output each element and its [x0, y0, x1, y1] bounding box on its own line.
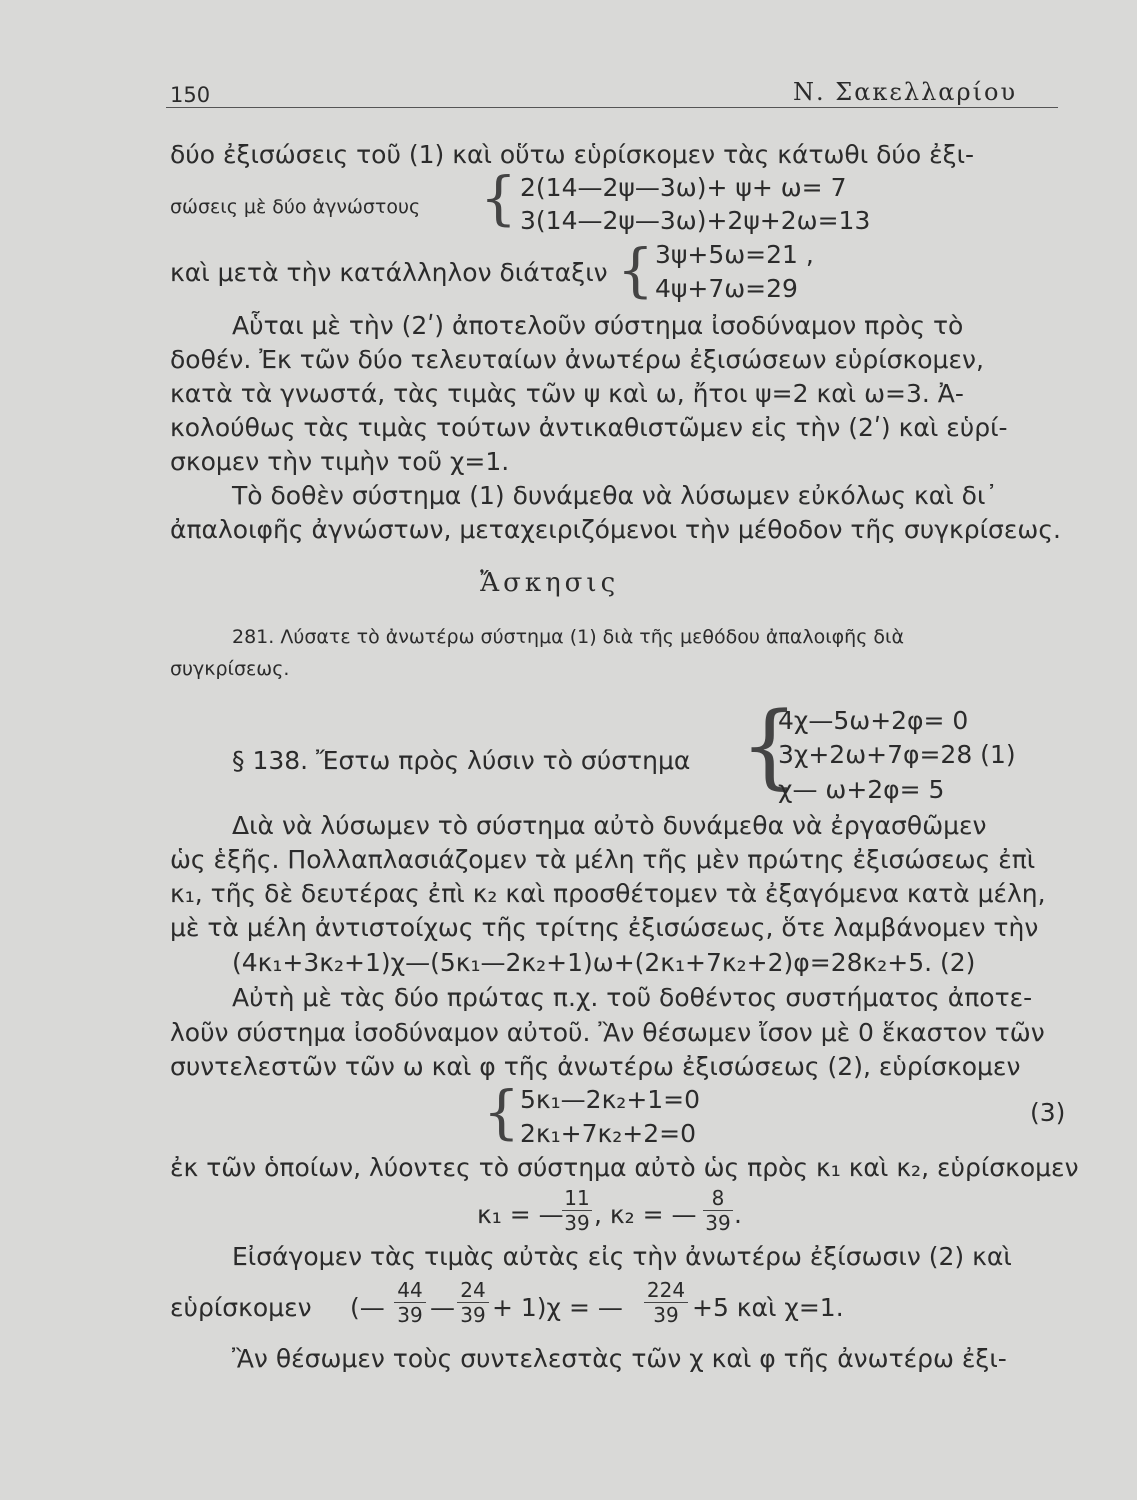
equation: 2(14—2ψ—3ω)+ ψ+ ω= 7: [520, 173, 847, 202]
text-line: ἀπαλοιφῆς ἀγνώστων, μεταχειριζόμενοι τὴν μέθοδον τῆς συγκρίσεως.: [170, 515, 1061, 544]
text-line: Ἂν θέσωμεν τοὺς συντελεστὰς τῶν χ καὶ φ τῆς ἀνωτέρω ἐξι-: [232, 1344, 1007, 1373]
brace: {: [483, 1078, 520, 1146]
equation: 4ψ+7ω=29: [655, 274, 798, 303]
denominator: 39: [705, 1211, 731, 1235]
text-line: συντελεστῶν τῶν ω καὶ φ τῆς ἀνωτέρω ἐξισώσεως (2), εὑρίσκομεν: [170, 1052, 1021, 1081]
text-line: Εἰσάγομεν τὰς τιμὰς αὐτὰς εἰς τὴν ἀνωτέρω ἐξίσωσιν (2) καὶ: [232, 1242, 1012, 1271]
equation: (4κ₁+3κ₂+1)χ—(5κ₁—2κ₂+1)ω+(2κ₁+7κ₂+2)φ=28κ₂+5. (2): [232, 948, 976, 977]
equation: + 1)χ = —: [492, 1293, 623, 1322]
equation: 3χ+2ω+7φ=28 (1): [778, 740, 1016, 769]
numerator: 44: [397, 1278, 423, 1302]
text-line: Διὰ νὰ λύσωμεν τὸ σύστημα αὐτὸ δυνάμεθα νὰ ἐργασθῶμεν: [232, 811, 987, 840]
equation: 3(14—2ψ—3ω)+2ψ+2ω=13: [520, 206, 871, 235]
exercise-text: συγκρίσεως.: [170, 658, 290, 680]
fraction: [457, 1279, 489, 1326]
equation-number: (3): [1030, 1098, 1066, 1127]
text-line: ἐκ τῶν ὁποίων, λύοντες τὸ σύστημα αὐτὸ ὡς πρὸς κ₁ καὶ κ₂, εὑρίσκομεν: [170, 1153, 1079, 1182]
section-heading: § 138. Ἔστω πρὸς λύσιν τὸ σύστημα: [232, 746, 691, 775]
numerator: 24: [460, 1278, 486, 1302]
section-title: Ἄσκησις: [480, 568, 620, 598]
text-line: σώσεις μὲ δύο ἀγνώστους: [170, 196, 421, 218]
numerator: 8: [711, 1186, 725, 1210]
denominator: 39: [564, 1211, 590, 1235]
denominator: 39: [653, 1303, 679, 1327]
brace: {: [617, 236, 654, 304]
equation: (—: [350, 1293, 385, 1322]
text-line: ὡς ἑξῆς. Πολλαπλασιάζομεν τὰ μέλη τῆς μὲν πρώτης ἐξισώσεως ἐπὶ: [170, 845, 1036, 874]
text-line: λοῦν σύστημα ἰσοδύναμον αὐτοῦ. Ἂν θέσωμεν ἴσον μὲ 0 ἕκαστον τῶν: [170, 1018, 1045, 1047]
fraction: [644, 1279, 688, 1326]
denominator: 39: [397, 1303, 423, 1327]
text-line: Αὗται μὲ τὴν (2ʹ) ἀποτελοῦν σύστημα ἰσοδύναμον πρὸς τὸ: [232, 311, 964, 340]
fraction: [703, 1187, 733, 1234]
text-line: καὶ μετὰ τὴν κατάλληλον διάταξιν: [170, 258, 608, 287]
brace: {: [480, 164, 517, 232]
equation: 5κ₁—2κ₂+1=0: [520, 1085, 701, 1114]
text-line: Αὐτὴ μὲ τὰς δύο πρώτας π.χ. τοῦ δοθέντος συστήματος ἀποτε-: [232, 983, 1033, 1012]
text-line: σκομεν τὴν τιμὴν τοῦ χ=1.: [170, 447, 510, 476]
text-line: δύο ἐξισώσεις τοῦ (1) καὶ οὕτω εὑρίσκομεν τὰς κάτωθι δύο ἐξι-: [170, 140, 975, 169]
exercise-text: 281. Λύσατε τὸ ἀνωτέρω σύστημα (1) διὰ τῆς μεθόδου ἀπαλοιφῆς διὰ: [232, 626, 904, 648]
equation: κ₁ = —: [477, 1200, 564, 1229]
equation: 3ψ+5ω=21 ,: [655, 240, 814, 269]
page-number: 150: [170, 83, 211, 107]
equation: 2κ₁+7κ₂+2=0: [520, 1119, 696, 1148]
header-rule: [166, 107, 1058, 108]
fraction: [562, 1187, 592, 1234]
fraction: [394, 1279, 426, 1326]
running-head-author: Ν. Σακελλαρίου: [793, 78, 1018, 106]
text-line: Τὸ δοθὲν σύστημα (1) δυνάμεθα νὰ λύσωμεν εὐκόλως καὶ δι᾽: [232, 481, 998, 510]
equation-punct: .: [734, 1200, 742, 1229]
equation: 4χ—5ω+2φ= 0: [778, 706, 969, 735]
denominator: 39: [460, 1303, 486, 1327]
text-line: μὲ τὰ μέλη ἀντιστοίχως τῆς τρίτης ἐξισώσεως, ὅτε λαμβάνομεν τὴν: [170, 913, 1039, 942]
equation: —: [430, 1293, 455, 1322]
text-line: κ₁, τῆς δὲ δευτέρας ἐπὶ κ₂ καὶ προσθέτομεν τὰ ἐξαγόμενα κατὰ μέλη,: [170, 879, 1046, 908]
brace: {: [740, 692, 799, 799]
equation: χ— ω+2φ= 5: [778, 775, 945, 804]
equation: +5 καὶ χ=1.: [692, 1293, 844, 1322]
numerator: 11: [564, 1186, 590, 1210]
text-line: δοθέν. Ἐκ τῶν δύο τελευταίων ἀνωτέρω ἐξισώσεων εὑρίσκομεν,: [170, 345, 984, 374]
text-line: εὑρίσκομεν: [170, 1293, 312, 1322]
text-line: κολούθως τὰς τιμὰς τούτων ἀντικαθιστῶμεν εἰς τὴν (2ʹ) καὶ εὑρί-: [170, 413, 1008, 442]
numerator: 224: [646, 1278, 686, 1302]
equation: , κ₂ = —: [594, 1200, 697, 1229]
text-line: κατὰ τὰ γνωστά, τὰς τιμὰς τῶν ψ καὶ ω, ἤτοι ψ=2 καὶ ω=3. Ἀ-: [170, 379, 964, 408]
